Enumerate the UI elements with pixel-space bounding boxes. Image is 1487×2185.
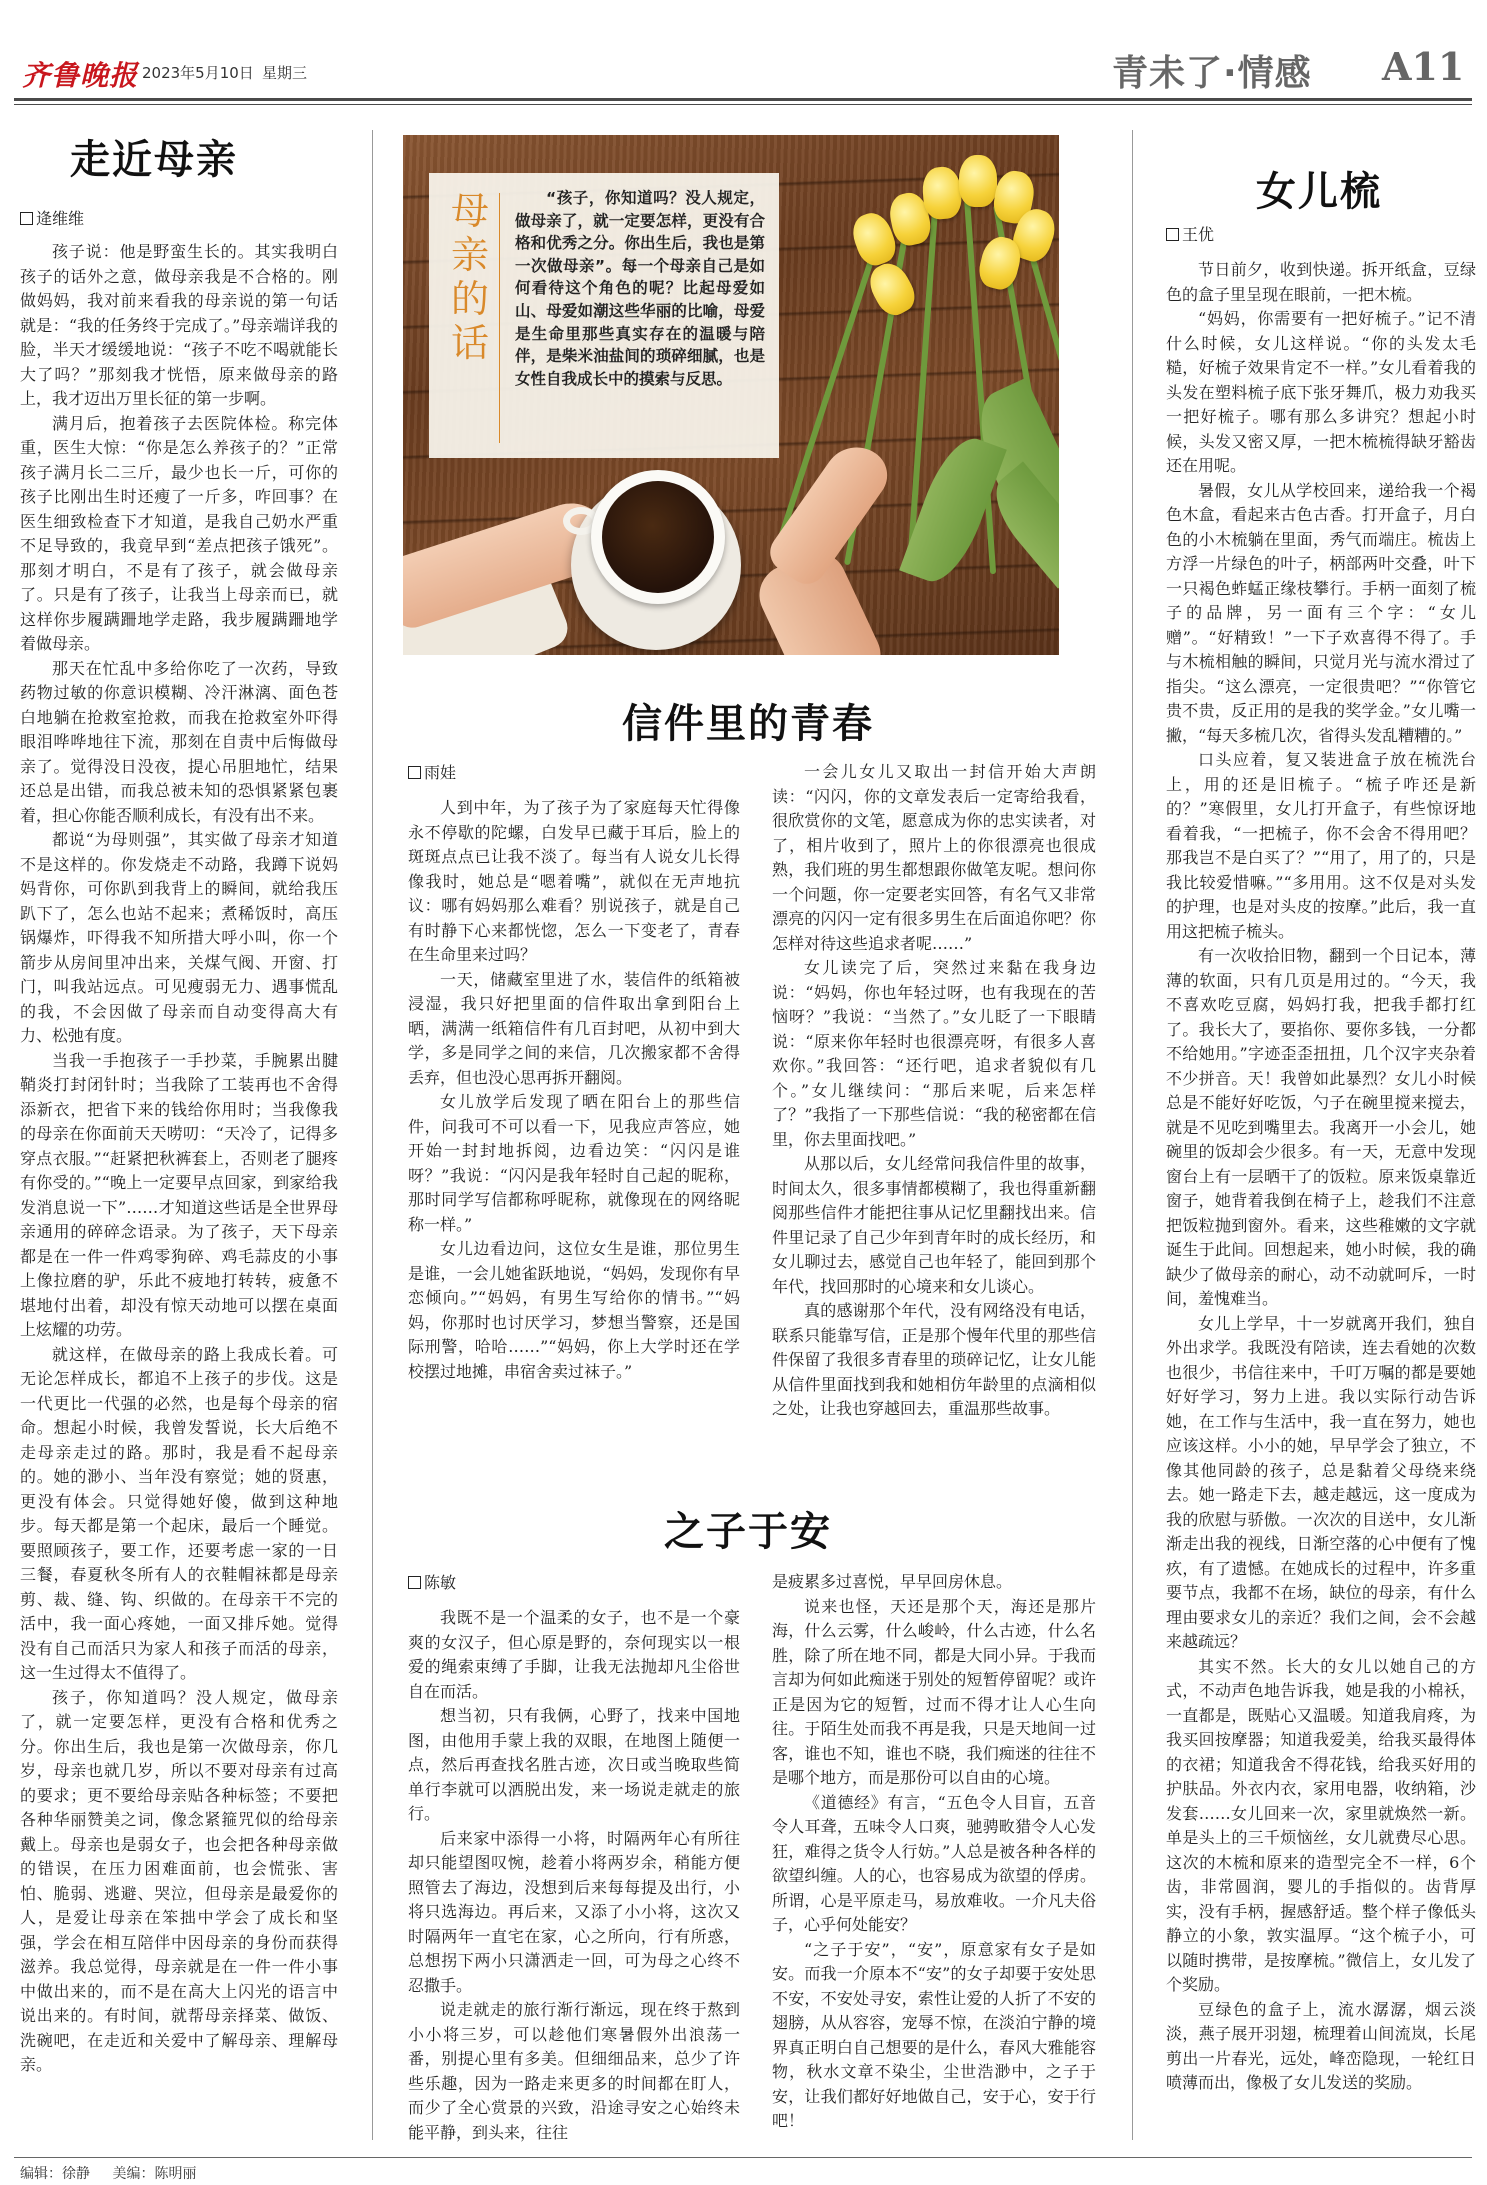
issue-weekday: 星期三 — [262, 64, 308, 82]
paragraph: 真的感谢那个年代，没有网络没有电话，联系只能靠写信，正是那个慢年代里的那些信件保留了我很多青春里的琐碎记忆，让女儿能从信件里面找到我和她相仿年龄里的点滴相似之处，让我也穿越回去，重温那些故事。 — [772, 1301, 1096, 1418]
article-body-nvershu — [1166, 258, 1476, 2148]
paragraph: 从那以后，女儿经常问我信件里的故事，时间太久，很多事情都模糊了，我也得重新翻阅那些信件才能把往事从记忆里翻找出来。信件里记录了自己少年到青年时的成长经历，和女儿聊过去，感觉自己也年轻了，能回到那个年代，找回那时的心境来和女儿谈心。 — [772, 1154, 1096, 1296]
header-rule — [14, 98, 1472, 101]
paragraph: 女儿上学早，十一岁就离开我们，独自外出求学。我既没有陪读，连去看她的次数也很少，书信往来中，千叮万嘱的都是要她好好学习，努力上进。我以实际行动告诉她，在工作与生活中，我一直在努力，她也应该这样。小小的她，早早学会了独立，不像其他同龄的孩子，总是黏着父母绕来绕去。她一路走下去，越走越远，这一度成为我的欣慰与骄傲。一次次的目送中，女儿渐渐走出我的视线，日渐空落的心中便有了愧疚，有了遗憾。在她成长的过程中，许多重要节点，我都不在场，缺位的母亲，有什么理由要求女儿的亲近？我们之间，会不会越来越疏远？ — [1166, 1313, 1476, 1651]
designer-credit: 美编：陈明丽 — [112, 2166, 197, 2182]
paragraph: 是疲累多过喜悦，早早回房休息。 — [772, 1572, 1013, 1591]
article-body-zhizi-col2 — [772, 1570, 1096, 2146]
column-divider — [1132, 130, 1133, 2140]
paragraph: 说走就走的旅行渐行渐远，现在终于熬到小小将三岁，可以趁他们寒暑假外出浪荡一番，别提心里有多美。但细细品来，总少了许些乐趣，因为一路走来更多的时间都在盯人，而少了全心赏景的兴致，沿途寻安之心始终未能平静，到头来，往往 — [408, 2000, 740, 2142]
paragraph: 孩子说：他是野蛮生长的。其实我明白孩子的话外之意，做母亲我是不合格的。刚做妈妈，我对前来看我的母亲说的第一句话就是：“我的任务终于完成了。”母亲端详我的脸，半天才缓缓地说：“孩子不吃不喝就能长大了吗？”那刻我才恍悟，原来做母亲的路上，我才迈出万里长征的第一步啊。 — [20, 242, 338, 408]
paragraph: 女儿边看边问，这位女生是谁，那位男生是谁，一会儿她雀跃地说，“妈妈，发现你有早恋倾向。”“妈妈，有男生写给你的情书。”“妈妈，你那时也讨厌学习，梦想当警察，还是国际刑警，哈哈……”“妈妈，你上大学时还在学校摆过地摊，串宿舍卖过袜子。” — [408, 1239, 740, 1381]
footer-rule — [14, 2157, 1472, 2158]
paragraph: 就这样，在做母亲的路上我成长着。可无论怎样成长，都追不上孩子的步伐。这是一代更比一代强的必然，也是每个母亲的宿命。想起小时候，我曾发誓说，长大后绝不走母亲走过的路。那时，我是看不起母亲的。她的渺小、当年没有察觉；她的贤惠，更没有体会。只觉得她好傻，做到这种地步。每天都是第一个起床，最后一个睡觉。要照顾孩子，要工作，还要考虑一家的一日三餐，春夏秋冬所有人的衣鞋帽袜都是母亲剪、裁、缝、钩、织做的。在母亲干不完的活中，我一面心疼她，一面又排斥她。觉得没有自己而活只为家人和孩子而活的母亲，这一生过得太不值得了。 — [20, 1344, 338, 1682]
article-title-zoujin: 走近母亲 — [70, 137, 238, 183]
quote-box — [429, 173, 779, 458]
article-body-xinjian-col1 — [408, 796, 740, 1496]
article-body-zhizi-col1 — [408, 1606, 740, 2146]
paragraph: 都说“为母则强”，其实做了母亲才知道不是这样的。你发烧走不动路，我蹲下说妈妈背你，可你趴到我背上的瞬间，就给我压趴下了，怎么也站不起来；煮稀饭时，高压锅爆炸，吓得我不知所措大呼小叫，你一个箭步从房间里冲出来，关煤气阀、开窗、打门，叫我站远点。可见瘦弱无力、遇事慌乱的我，不会因做了母亲而自动变得高大有力、松弛有度。 — [20, 830, 338, 1045]
featured-photo — [403, 135, 1059, 655]
paragraph: 后来家中添得一小将，时隔两年心有所往却只能望图叹惋，趁着小将两岁余，稍能方便照管去了海边，没想到后来每每提及出行，小将只选海边。再后来，又添了小小将，这次又时隔两年一直宅在家，心之所向，行有所惑，总想拐下两小只潇洒走一回，可为母之心终不忍撒手。 — [408, 1828, 740, 1995]
byline-nvershu: 王优 — [1166, 222, 1214, 245]
issue-date: 2023年5月10日 — [142, 64, 254, 82]
newspaper-logo: 齐鲁晚报 — [22, 59, 139, 92]
paragraph: 口头应着，复又装进盒子放在梳洗台上，用的还是旧梳子。“梳子咋还是新的？”寒假里，女儿打开盒子，有些惊讶地看着我，“一把梳子，你不会舍不得用吧？那我岂不是白买了？”“用了，用了的，只是我比较爱惜嘛。”“多用用。这不仅是对头发的护理，也是对头皮的按摩。”此后，我一直用这把梳子梳头。 — [1166, 750, 1476, 941]
paragraph: 人到中年，为了孩子为了家庭每天忙得像永不停歇的陀螺，白发早已藏于耳后，脸上的斑斑点点已让我不淡了。每当有人说女儿长得像我时，她总是“嗯着嘴”，就似在无声地抗议：哪有妈妈那么难看？别说孩子，就是自己有时静下心来都恍惚，怎么一下变老了，青春在生命里来过吗？ — [408, 798, 740, 964]
paragraph: 有一次收拾旧物，翻到一个日记本，薄薄的软面，只有几页是用过的。“今天，我不喜欢吃豆腐，妈妈打我，把我手都打红了。我长大了，要掐你、要你多钱，一分都不给她用。”字迹歪歪扭扭，几个汉字夹杂着不少拼音。天！我曾如此暴烈？女儿小时候总是不能好好吃饭，勺子在碗里搅来搅去，就是不见吃到嘴里去。我离开一小会儿，她碗里的饭却会少很多。有一天，无意中发现窗台上有一层晒干了的饭粒。原来饭桌靠近窗子，她背着我倒在椅子上，趁我们不注意把饭粒抛到窗外。看来，这些稚嫩的文字就诞生于此间。回想起来，她小时候，我的确缺少了做母亲的耐心，动不动就呵斥，一时间，羞愧难当。 — [1166, 946, 1476, 1308]
paragraph: 一天，储藏室里进了水，装信件的纸箱被浸湿，我只好把里面的信件取出拿到阳台上晒，满满一纸箱信件有几百封吧，从初中到大学，多是同学之间的来信，几次搬家都不舍得丢弃，但也没心思再拆开翻阅。 — [408, 969, 740, 1087]
paragraph: 我既不是一个温柔的女子，也不是一个豪爽的女汉子，但心原是野的，奈何现实以一根爱的绳索束缚了手脚，让我无法抛却凡尘俗世自在而活。 — [408, 1608, 740, 1701]
paragraph: 其实不然。长大的女儿以她自己的方式，不动声色地告诉我，她是我的小棉袄，一直都是，既贴心又温暖。知道我肩疼，为我买回按摩器；知道我爱美，给我买最得体的衣裙；知道我舍不得花钱，给我买好用的护肤品。外衣内衣，家用电器，收纳箱，沙发套……女儿回来一次，家里就焕然一新。单是头上的三千烦恼丝，女儿就费尽心思。这次的木梳和原来的造型完全不一样，6个齿，非常圆润，婴儿的手指似的。齿背厚实，没有手柄，握感舒适。整个样子像低头静立的小象，敦实温厚。“这个梳子小，可以随时携带，是按摩梳。”微信上，女儿发了个奖励。 — [1166, 1656, 1476, 1994]
paragraph: 那天在忙乱中多给你吃了一次药，导致药物过敏的你意识模糊、冷汗淋漓、面色苍白地躺在抢救室抢救，而我在抢救室外吓得眼泪哗哗地往下流，那刻在自责中后悔做母亲了。觉得没日没夜，提心吊胆地忙，结果还总是出错，而我总被未知的恐惧紧紧包裹着，担心你能否顺利成长，有没有出不来。 — [20, 658, 338, 825]
paragraph: 节日前夕，收到快递。拆开纸盒，豆绿色的盒子里呈现在眼前，一把木梳。 — [1166, 260, 1476, 304]
paragraph: 豆绿色的盒子上，流水潺潺，烟云淡淡，燕子展开羽翅，梳理着山间流岚，长尾剪出一片春光，远处，峰峦隐现，一轮红日喷薄而出，像极了女儿发送的奖励。 — [1166, 1999, 1476, 2092]
paragraph: “之子于安”，“安”，原意家有女子是如安。而我一介原本不“安”的女子却要于安处思不安，不安处寻安，索性让爱的人折了不安的翅膀，从从容容，宠辱不惊，在淡泊宁静的境界真正明白自己想要的是什么，春风大雅能容物，秋水文章不染尘，尘世浩渺中，之子于安，让我们都好好地做自己，安于心，安于行吧！ — [772, 1939, 1096, 2130]
masthead — [0, 0, 1487, 110]
byline-zhizi: 陈敏 — [408, 1570, 456, 1593]
editor-credit: 编辑：徐静 — [20, 2166, 90, 2182]
quote-text: “孩子，你知道吗？没人规定，做母亲了，就一定要怎样，更没有合格和优秀之分。你出生后，我也是第一次做母亲”。每一个母亲自己是如何看待这个角色的呢？比起母爱如山、母爱如潮这些华丽的比喻，母爱是生命里那些真实存在的温暖与陪伴，是柴米油盐间的琐碎细腻，也是女性自我成长中的摸索与反思。 — [515, 189, 765, 388]
page-number: A11 — [1382, 44, 1465, 89]
column-divider — [372, 130, 373, 2140]
section-name: 青未了·情感 — [1112, 53, 1312, 94]
paragraph: 暑假，女儿从学校回来，递给我一个褐色木盒，看起来古色古香。打开盒子，月白色的小木梳躺在里面，秀气而端庄。梳齿上方浮一片绿色的叶子，柄部两叶交叠，叶下一只褐色蚱蜢正缘枝攀行。手柄一面刻了梳子的品牌，另一面有三个字：“女儿赠”。“好精致！”一下子欢喜得不得了。手与木梳相触的瞬间，只觉月光与流水滑过了指尖。“这么漂亮，一定很贵吧？”“你管它贵不贵，反正用的是我的奖学金。”女儿嘴一撇，“每天多梳几次，省得头发乱糟糟的。” — [1166, 480, 1476, 745]
article-body-zoujin — [20, 240, 338, 2145]
article-title-zhizi: 之子于安 — [664, 1509, 832, 1555]
paragraph: 当我一手抱孩子一手抄菜，手腕累出腱鞘炎打封闭针时；当我除了工装再也不舍得添新衣，把省下来的钱给你用时；当我像我的母亲在你面前天天唠叨：“天冷了，记得多穿点衣服。”“赶紧把秋裤套上，否则老了腿疼有你受的。”“晚上一定要早点回家，到家给我发消息说一下”……才知道这些话是全世界母亲通用的碎碎念语录。为了孩子，天下母亲都是在一件一件鸡零狗碎、鸡毛蒜皮的小事上像拉磨的驴，乐此不疲地打转转，疲惫不堪地付出着，却没有惊天动地可以摆在桌面上炫耀的功劳。 — [20, 1050, 338, 1339]
paragraph: 女儿读完了后，突然过来黏在我身边说：“妈妈，你也年轻过呀，也有我现在的苦恼呀？”我说：“当然了。”女儿眨了一下眼睛说：“原来你年轻时也很漂亮呀，有很多人喜欢你。”我回答：“还行吧，追求者貌似有几个。”女儿继续问：“那后来呢，后来怎样了？”我指了一下那些信说：“我的秘密都在信里，你去里面找吧。” — [772, 958, 1096, 1149]
article-title-nvershu: 女儿梳 — [1256, 169, 1382, 215]
article-body-xinjian-col2 — [772, 760, 1096, 1496]
quote-rule — [499, 193, 500, 443]
paragraph: 说来也怪，天还是那个天，海还是那片海，什么云雾，什么峻岭，什么古迹，什么名胜，除了所在地不同，都是大同小异。于我而言却为何如此痴迷于别处的短暂停留呢？或许正是因为它的短暂，过而不得才让人心生向往。于陌生处而我不再是我，只是天地间一过客，谁也不知，谁也不晓，我们痴迷的往往不是哪个地方，而是那份可以自由的心境。 — [772, 1596, 1096, 1787]
paragraph: 孩子，你知道吗？没人规定，做母亲了，就一定要怎样，更没有合格和优秀之分。你出生后，我也是第一次做母亲，你几岁，母亲也就几岁，所以不要对母亲有过高的要求；更不要给母亲贴各种标签；不要把各种华丽赞美之词，像念紧箍咒似的给母亲戴上。母亲也是弱女子，也会把各种母亲做的错误，在压力困难面前，也会慌张、害怕、脆弱、逃避、哭泣，但母亲是最爱你的人，是爱让母亲在笨拙中学会了成长和坚强，学会在相互陪伴中因母亲的身份而获得滋养。我总觉得，母亲就是在一件一件小事中做出来的，而不是在高大上闪光的语言中说出来的。有时间，就帮母亲择菜、做饭、洗碗吧，在走近和关爱中了解母亲、理解母亲。 — [20, 1687, 338, 2074]
byline-zoujin: 逄维维 — [20, 206, 84, 229]
article-title-xinjian: 信件里的青春 — [622, 701, 874, 747]
paragraph: 想当初，只有我俩，心野了，找来中国地图，由他用手蒙上我的双眼，在地图上随便一点，然后再查找名胜古迹，次日或当晚取些简单行李就可以洒脱出发，来一场说走就走的旅行。 — [408, 1706, 740, 1823]
paragraph: “妈妈，你需要有一把好梳子。”记不清什么时候，女儿这样说。“你的头发太毛糙，好梳子效果肯定不一样。”女儿看着我的头发在塑料梳子底下张牙舞爪，极力劝我买一把好梳子。哪有那么多讲究？想起小时候，头发又密又厚，一把木梳梳得缺牙豁齿还在用呢。 — [1166, 309, 1476, 475]
paragraph: 《道德经》有言，“五色令人目盲，五音令人耳聋，五味令人口爽，驰骋畋猎令人心发狂，难得之货令人行妨。”人总是被各种各样的欲望纠缠。人的心，也容易成为欲望的俘虏。所谓，心是平原走马，易放难收。一介凡夫俗子，心乎何处能安？ — [772, 1792, 1096, 1934]
quote-vertical-title: 母亲的话 — [450, 189, 489, 365]
coffee — [602, 481, 714, 593]
paragraph: 女儿放学后发现了晒在阳台上的那些信件，问我可不可以看一下，见我应声答应，她开始一封封地拆阅，边看边笑：“闪闪是谁呀？”我说：“闪闪是我年轻时自己起的昵称，那时同学写信都称呼昵称，就像现在的网络昵称一样。” — [408, 1092, 740, 1234]
byline-xinjian: 雨娃 — [408, 760, 456, 783]
paragraph: 一会儿女儿又取出一封信开始大声朗读：“闪闪，你的文章发表后一定寄给我看，很欣赏你的文笔，愿意成为你的忠实读者，对了，相片收到了，照片上的你很漂亮也很成熟，我们班的男生都想跟你做笔友呢。想问你一个问题，你一定要老实回答，有名气又非常漂亮的闪闪一定有很多男生在后面追你吧？你怎样对待这些追求者呢……” — [772, 762, 1096, 953]
paragraph: 满月后，抱着孩子去医院体检。称完体重，医生大惊：“你是怎么养孩子的？”正常孩子满月长二三斤，最少也长一斤，可你的孩子比刚出生时还瘦了一斤多，咋回事？在医生细致检查下才知道，是我自己奶水严重不足导致的，我竟早到“差点把孩子饿死”。那刻才明白，不是有了孩子，就会做母亲了。只是有了孩子，让我当上母亲而已，就这样你步履蹒跚地学走路，我步履蹒跚地学着做母亲。 — [20, 413, 338, 653]
footer-credits — [20, 2163, 214, 2183]
header-rule-thin — [14, 104, 1472, 105]
